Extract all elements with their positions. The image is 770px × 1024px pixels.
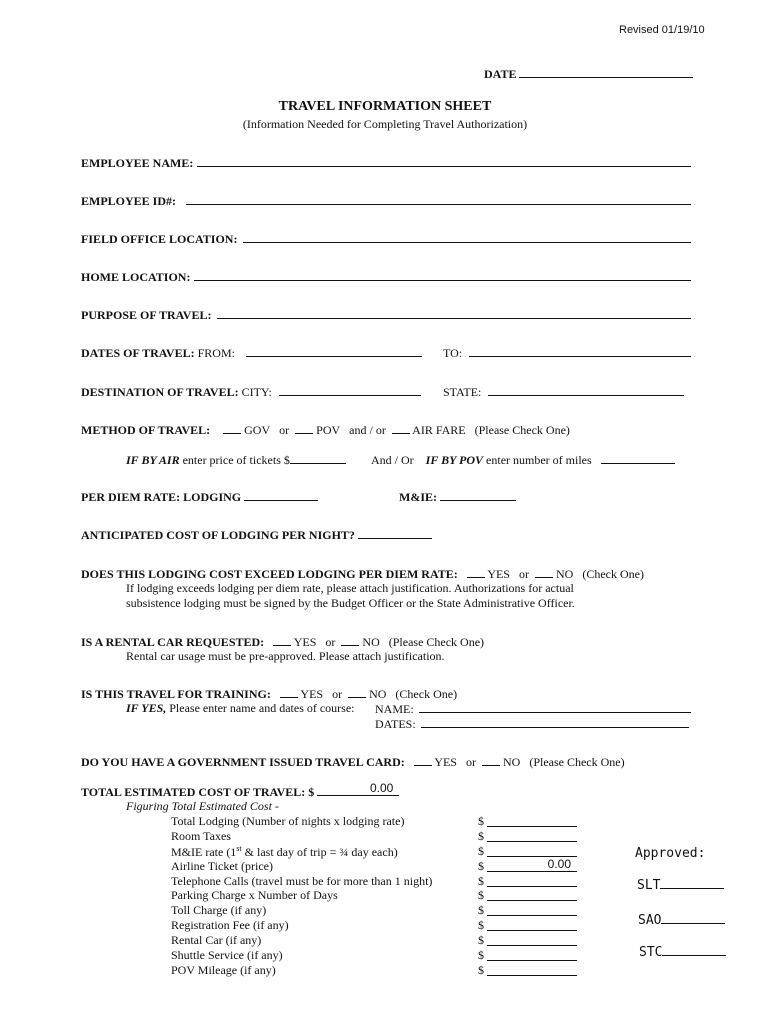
slt-input[interactable] bbox=[660, 877, 724, 889]
dollar-sign: $ bbox=[478, 933, 484, 947]
sao-input[interactable] bbox=[661, 912, 725, 924]
date-field bbox=[484, 66, 693, 82]
home-location-label: HOME LOCATION: bbox=[81, 270, 191, 284]
by-air-label: IF BY AIR bbox=[126, 453, 180, 467]
course-dates-field bbox=[375, 716, 689, 732]
training-or: or bbox=[332, 687, 343, 701]
method-of-travel bbox=[81, 422, 570, 438]
purpose-input[interactable] bbox=[217, 307, 691, 319]
ticket-price-input[interactable] bbox=[290, 452, 346, 464]
exceed-text-1: If lodging exceeds lodging per diem rate, please attach justification. Authorizations for actual bbox=[126, 581, 574, 595]
dates-to-label: TO: bbox=[443, 346, 463, 360]
employee-id-label: EMPLOYEE ID#: bbox=[81, 194, 177, 208]
dates-from-input[interactable] bbox=[246, 345, 422, 357]
total-input[interactable] bbox=[317, 781, 399, 796]
dollar-sign: $ bbox=[478, 814, 484, 828]
training-if-yes-label: IF YES, bbox=[126, 701, 167, 715]
destination-city-input[interactable] bbox=[279, 384, 421, 396]
destination-city-label: CITY: bbox=[241, 385, 272, 399]
cost-input[interactable] bbox=[487, 904, 577, 916]
rental-no-label: NO bbox=[362, 635, 380, 649]
training-note: (Check One) bbox=[395, 687, 458, 701]
exceed-question bbox=[81, 566, 644, 582]
course-dates-input[interactable] bbox=[421, 716, 689, 728]
destination-state bbox=[443, 384, 684, 400]
mie-label: M&IE: bbox=[399, 490, 437, 504]
cost-input[interactable] bbox=[487, 857, 577, 872]
by-pov-text: enter number of miles bbox=[486, 453, 592, 467]
course-name-label: NAME: bbox=[375, 702, 414, 716]
dollar-sign: $ bbox=[478, 829, 484, 843]
approved-label: Approved: bbox=[635, 846, 706, 861]
slt-label: SLT bbox=[637, 878, 661, 893]
training-yes-label: YES bbox=[300, 687, 324, 701]
method-note: (Please Check One) bbox=[474, 423, 570, 437]
cost-item-label: Room Taxes bbox=[171, 829, 231, 843]
home-location-input[interactable] bbox=[194, 269, 691, 281]
exceed-no-checkbox[interactable] bbox=[535, 566, 553, 578]
card-question bbox=[81, 754, 625, 770]
sao-label: SAO bbox=[638, 913, 662, 928]
cost-value: 0.00 bbox=[547, 857, 571, 871]
dates-to bbox=[443, 345, 691, 361]
anticipated-cost bbox=[81, 527, 432, 543]
rental-no-checkbox[interactable] bbox=[341, 634, 359, 646]
destination-state-label: STATE: bbox=[443, 385, 482, 399]
lodging-rate-input[interactable] bbox=[244, 489, 318, 501]
exceed-note: (Check One) bbox=[582, 567, 644, 581]
air-checkbox[interactable] bbox=[392, 422, 410, 434]
date-input[interactable] bbox=[519, 66, 693, 78]
revised-date: Revised 01/19/10 bbox=[619, 24, 705, 36]
dollar-sign: $ bbox=[478, 903, 484, 917]
by-air-text: enter price of tickets $ bbox=[182, 453, 290, 467]
course-name-field bbox=[375, 701, 691, 717]
stc-label: STC bbox=[639, 945, 663, 960]
employee-name-label: EMPLOYEE NAME: bbox=[81, 156, 194, 170]
per-diem-label: PER DIEM RATE: LODGING bbox=[81, 490, 242, 504]
training-yes-checkbox[interactable] bbox=[280, 686, 298, 698]
stc-input[interactable] bbox=[662, 944, 726, 956]
page-title: TRAVEL INFORMATION SHEET bbox=[278, 99, 492, 114]
card-no-label: NO bbox=[502, 755, 521, 769]
dates-to-input[interactable] bbox=[469, 345, 691, 357]
rental-note: (Please Check One) bbox=[388, 635, 485, 649]
total-value: 0.00 bbox=[369, 781, 394, 795]
rental-label: IS A RENTAL CAR REQUESTED: bbox=[81, 635, 265, 649]
gov-label: GOV bbox=[244, 423, 271, 437]
cost-input[interactable] bbox=[487, 815, 577, 827]
card-no-checkbox[interactable] bbox=[482, 754, 500, 766]
rental-question bbox=[81, 634, 484, 650]
dates-of-travel bbox=[81, 345, 422, 361]
method-label: METHOD OF TRAVEL: bbox=[81, 423, 211, 437]
pov-label: POV bbox=[316, 423, 341, 437]
purpose-label: PURPOSE OF TRAVEL: bbox=[81, 308, 212, 322]
date-label: DATE bbox=[484, 67, 517, 81]
dollar-sign: $ bbox=[478, 888, 484, 902]
cost-item-label: Total Lodging (Number of nights x lodging rate) bbox=[171, 814, 405, 828]
dollar-sign: $ bbox=[478, 844, 484, 858]
rental-text: Rental car usage must be pre-approved. Please attach justification. bbox=[126, 649, 445, 663]
dollar-sign: $ bbox=[478, 874, 484, 888]
dates-label: DATES OF TRAVEL: bbox=[81, 346, 195, 360]
cost-item-label: Shuttle Service (if any) bbox=[171, 948, 283, 962]
training-label: IS THIS TRAVEL FOR TRAINING: bbox=[81, 687, 271, 701]
slt-approval bbox=[637, 877, 724, 893]
destination-state-input[interactable] bbox=[488, 384, 684, 396]
training-no-checkbox[interactable] bbox=[348, 686, 366, 698]
training-if-yes bbox=[126, 701, 355, 716]
exceed-yes-checkbox[interactable] bbox=[467, 566, 485, 578]
total-label: TOTAL ESTIMATED COST OF TRAVEL: $ bbox=[81, 785, 315, 799]
employee-name-field bbox=[81, 155, 691, 171]
card-or: or bbox=[465, 755, 476, 769]
mie-input[interactable] bbox=[440, 489, 516, 501]
cost-input[interactable] bbox=[487, 949, 577, 961]
exceed-or: or bbox=[518, 567, 529, 581]
or-text: or bbox=[279, 423, 290, 437]
exceed-label: DOES THIS LODGING COST EXCEED LODGING PER DIEM RATE: bbox=[81, 567, 458, 581]
per-diem-lodging bbox=[81, 489, 318, 505]
cost-input[interactable] bbox=[487, 830, 577, 842]
cost-input[interactable] bbox=[487, 964, 577, 976]
dollar-sign: $ bbox=[478, 948, 484, 962]
card-label: DO YOU HAVE A GOVERNMENT ISSUED TRAVEL CARD: bbox=[81, 755, 405, 769]
employee-id-input[interactable] bbox=[186, 193, 691, 205]
course-dates-label: DATES: bbox=[375, 717, 416, 731]
anticipated-label: ANTICIPATED COST OF LODGING PER NIGHT? bbox=[81, 528, 355, 542]
field-office-label: FIELD OFFICE LOCATION: bbox=[81, 232, 238, 246]
employee-id-field bbox=[81, 193, 691, 209]
cost-item-label: Registration Fee (if any) bbox=[171, 918, 289, 932]
sao-approval bbox=[638, 912, 725, 928]
rental-or: or bbox=[325, 635, 336, 649]
pov-checkbox[interactable] bbox=[295, 422, 313, 434]
cost-item-label: Rental Car (if any) bbox=[171, 933, 262, 947]
anticipated-input[interactable] bbox=[358, 527, 432, 539]
training-no-label: NO bbox=[369, 687, 387, 701]
cost-item-label: Parking Charge x Number of Days bbox=[171, 888, 338, 902]
exceed-no-label: NO bbox=[555, 567, 574, 581]
by-pov-label: IF BY POV bbox=[425, 453, 484, 467]
exceed-yes-label: YES bbox=[487, 567, 510, 581]
and-or-2: And / Or bbox=[371, 453, 414, 467]
rental-yes-checkbox[interactable] bbox=[273, 634, 291, 646]
gov-checkbox[interactable] bbox=[223, 422, 241, 434]
page-subtitle: (Information Needed for Completing Travel Authorization) bbox=[242, 117, 528, 131]
per-diem-mie bbox=[399, 489, 516, 505]
training-if-yes-text: Please enter name and dates of course: bbox=[169, 701, 355, 715]
rental-yes-label: YES bbox=[293, 635, 317, 649]
cost-input[interactable] bbox=[487, 889, 577, 901]
card-yes-checkbox[interactable] bbox=[414, 754, 432, 766]
dollar-sign: $ bbox=[478, 859, 484, 873]
cost-item-label: POV Mileage (if any) bbox=[171, 963, 276, 977]
card-note: (Please Check One) bbox=[529, 755, 625, 769]
cost-item-label: M&IE rate (1st & last day of trip = ¾ day each) bbox=[171, 844, 398, 859]
field-office-input[interactable] bbox=[243, 231, 691, 243]
cost-item-label: Telephone Calls (travel must be for more than 1 night) bbox=[171, 874, 433, 888]
cost-input[interactable] bbox=[487, 934, 577, 946]
exceed-text-2: subsistence lodging must be signed by the Budget Officer or the State Administrative Officer. bbox=[126, 596, 575, 610]
miles-input[interactable] bbox=[601, 452, 675, 464]
destination-of-travel bbox=[81, 384, 421, 400]
and-or-text: and / or bbox=[349, 423, 386, 437]
employee-name-input[interactable] bbox=[197, 155, 691, 167]
dollar-sign: $ bbox=[478, 963, 484, 977]
cost-input[interactable] bbox=[487, 875, 577, 887]
total-cost-field bbox=[81, 781, 399, 800]
field-office-field bbox=[81, 231, 691, 247]
cost-item-label: Airline Ticket (price) bbox=[171, 859, 273, 873]
card-yes-label: YES bbox=[434, 755, 457, 769]
air-label: AIR FARE bbox=[412, 423, 466, 437]
by-air-field bbox=[126, 452, 346, 468]
cost-input[interactable] bbox=[487, 845, 577, 857]
purpose-field bbox=[81, 307, 691, 323]
cost-input[interactable] bbox=[487, 919, 577, 931]
home-location-field bbox=[81, 269, 691, 285]
cost-item-label: Toll Charge (if any) bbox=[171, 903, 267, 917]
dates-from-label: FROM: bbox=[197, 346, 235, 360]
stc-approval bbox=[639, 944, 726, 960]
by-pov-field bbox=[371, 452, 675, 468]
dollar-sign: $ bbox=[478, 918, 484, 932]
training-question bbox=[81, 686, 457, 702]
figuring-label: Figuring Total Estimated Cost - bbox=[126, 799, 279, 813]
destination-label: DESTINATION OF TRAVEL: bbox=[81, 385, 239, 399]
course-name-input[interactable] bbox=[419, 701, 691, 713]
